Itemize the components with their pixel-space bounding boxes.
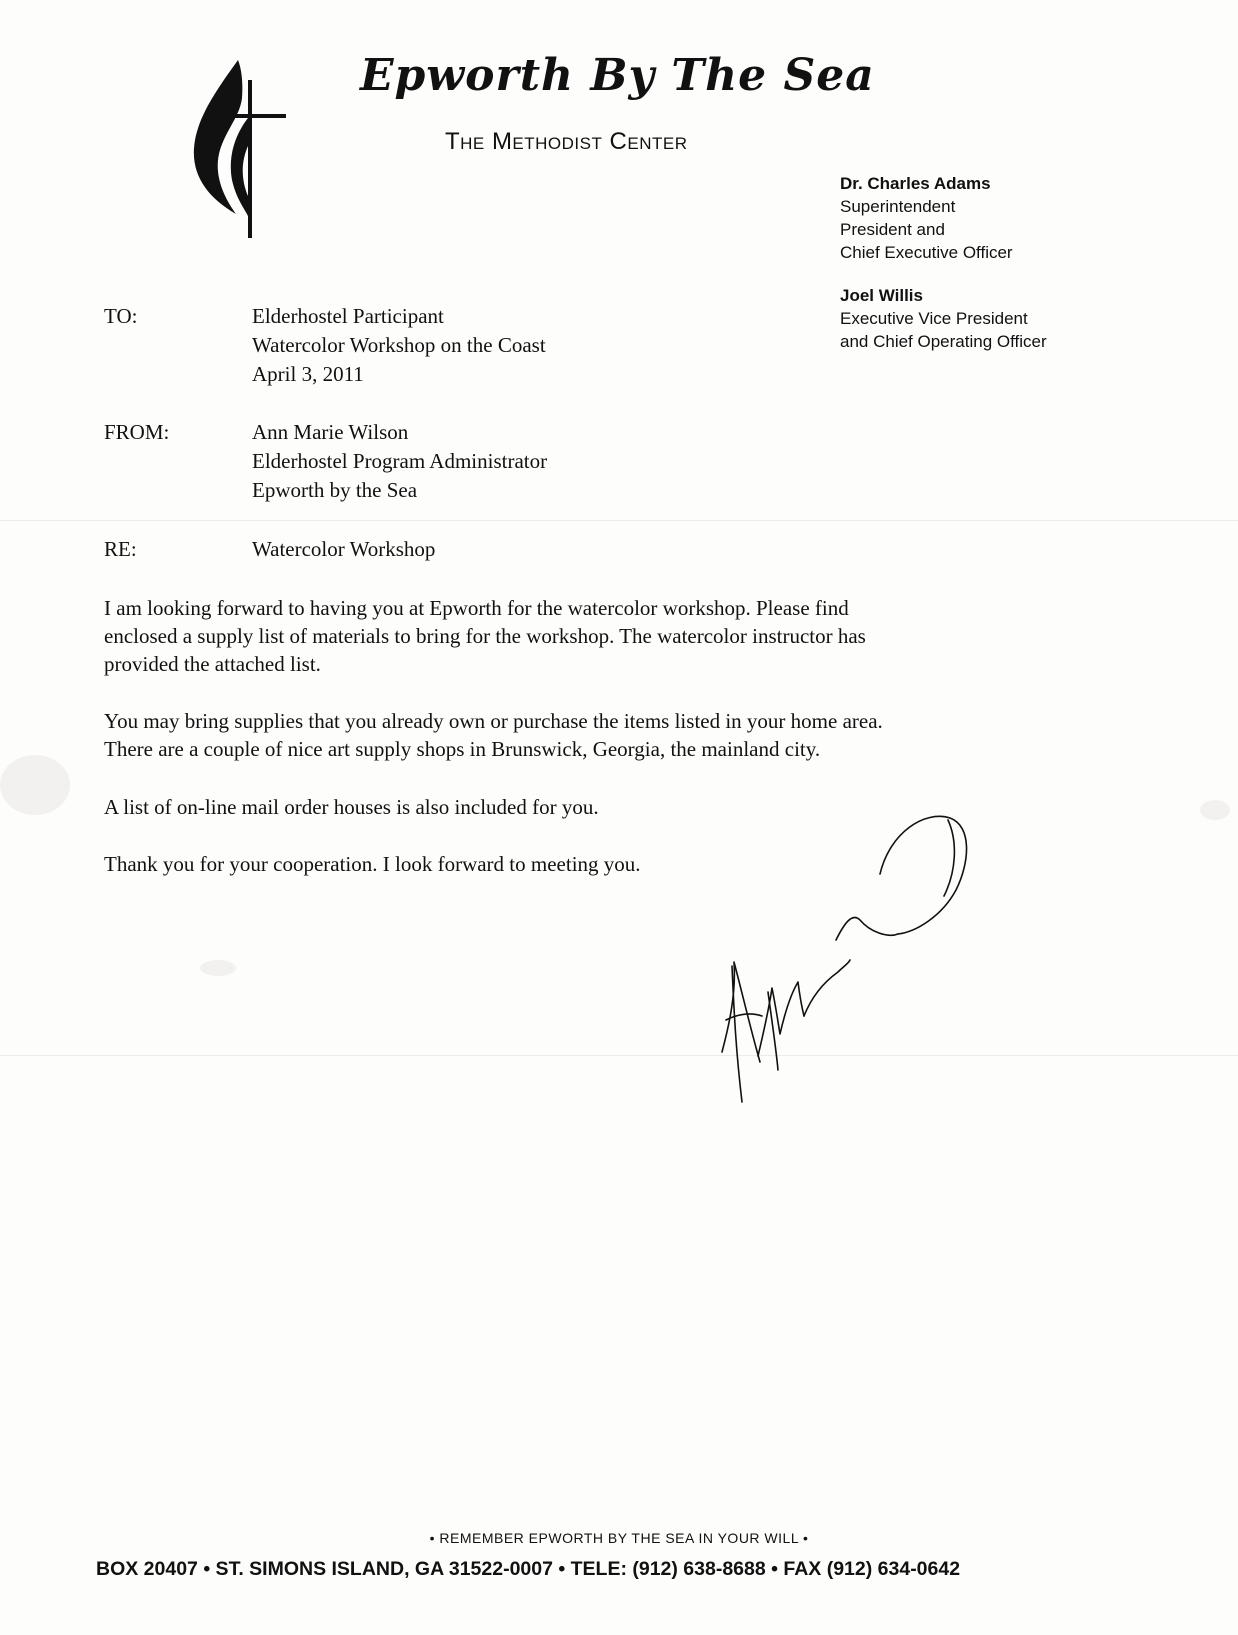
re-label: RE: [104, 537, 137, 561]
from-value [252, 418, 547, 505]
scan-smudge [1200, 800, 1230, 820]
officer-entry [840, 172, 1047, 264]
body-paragraph: Thank you for your cooperation. I look forward to meeting you. [104, 852, 641, 876]
officer-name: Dr. Charles Adams [840, 174, 991, 193]
from-label: FROM: [104, 420, 170, 444]
to-line: Watercolor Workshop on the Coast [252, 333, 546, 357]
officer-title: President and [840, 220, 945, 239]
body-line: I am looking forward to having you at Epworth for the watercolor workshop. Please find [104, 596, 849, 620]
memo-date: April 3, 2011 [252, 362, 364, 386]
body-paragraph: A list of on-line mail order houses is also included for you. [104, 795, 599, 819]
from-line: Epworth by the Sea [252, 478, 418, 502]
body-line: enclosed a supply list of materials to bring for the workshop. The watercolor instructor has [104, 624, 866, 648]
body-paragraph [104, 707, 1044, 763]
officers-list [840, 172, 1047, 373]
org-name: Epworth By The Sea [360, 50, 875, 101]
to-value [252, 302, 546, 389]
to-line: Elderhostel Participant [252, 304, 444, 328]
body-line: There are a couple of nice art supply shops in Brunswick, Georgia, the mainland city. [104, 737, 821, 761]
signature-icon [720, 812, 1010, 1112]
from-line: Ann Marie Wilson [252, 420, 409, 444]
body-paragraph [104, 594, 1044, 678]
re-value: Watercolor Workshop [252, 537, 436, 561]
org-subtitle: The Methodist Center [445, 128, 688, 155]
cross-and-flame-icon [190, 58, 290, 238]
body-line: provided the attached list. [104, 652, 321, 676]
footer-note: • REMEMBER EPWORTH BY THE SEA IN YOUR WILL • [429, 1530, 809, 1546]
fold-line [0, 1055, 1238, 1056]
officer-title: Chief Executive Officer [840, 243, 1013, 262]
officer-name: Joel Willis [840, 286, 923, 305]
to-label: TO: [104, 304, 138, 328]
officer-title: Superintendent [840, 197, 956, 216]
officer-title: and Chief Operating Officer [840, 332, 1047, 351]
scan-smudge [200, 960, 236, 976]
from-line: Elderhostel Program Administrator [252, 449, 548, 473]
officer-entry [840, 284, 1047, 353]
officer-title: Executive Vice President [840, 309, 1028, 328]
body-line: You may bring supplies that you already own or purchase the items listed in your home area. [104, 709, 883, 733]
scan-smudge [0, 755, 70, 815]
footer-address: BOX 20407 • ST. SIMONS ISLAND, GA 31522-0007 • TELE: (912) 638-8688 • FAX (912) 634-0642 [96, 1558, 961, 1580]
fold-line [0, 520, 1238, 521]
